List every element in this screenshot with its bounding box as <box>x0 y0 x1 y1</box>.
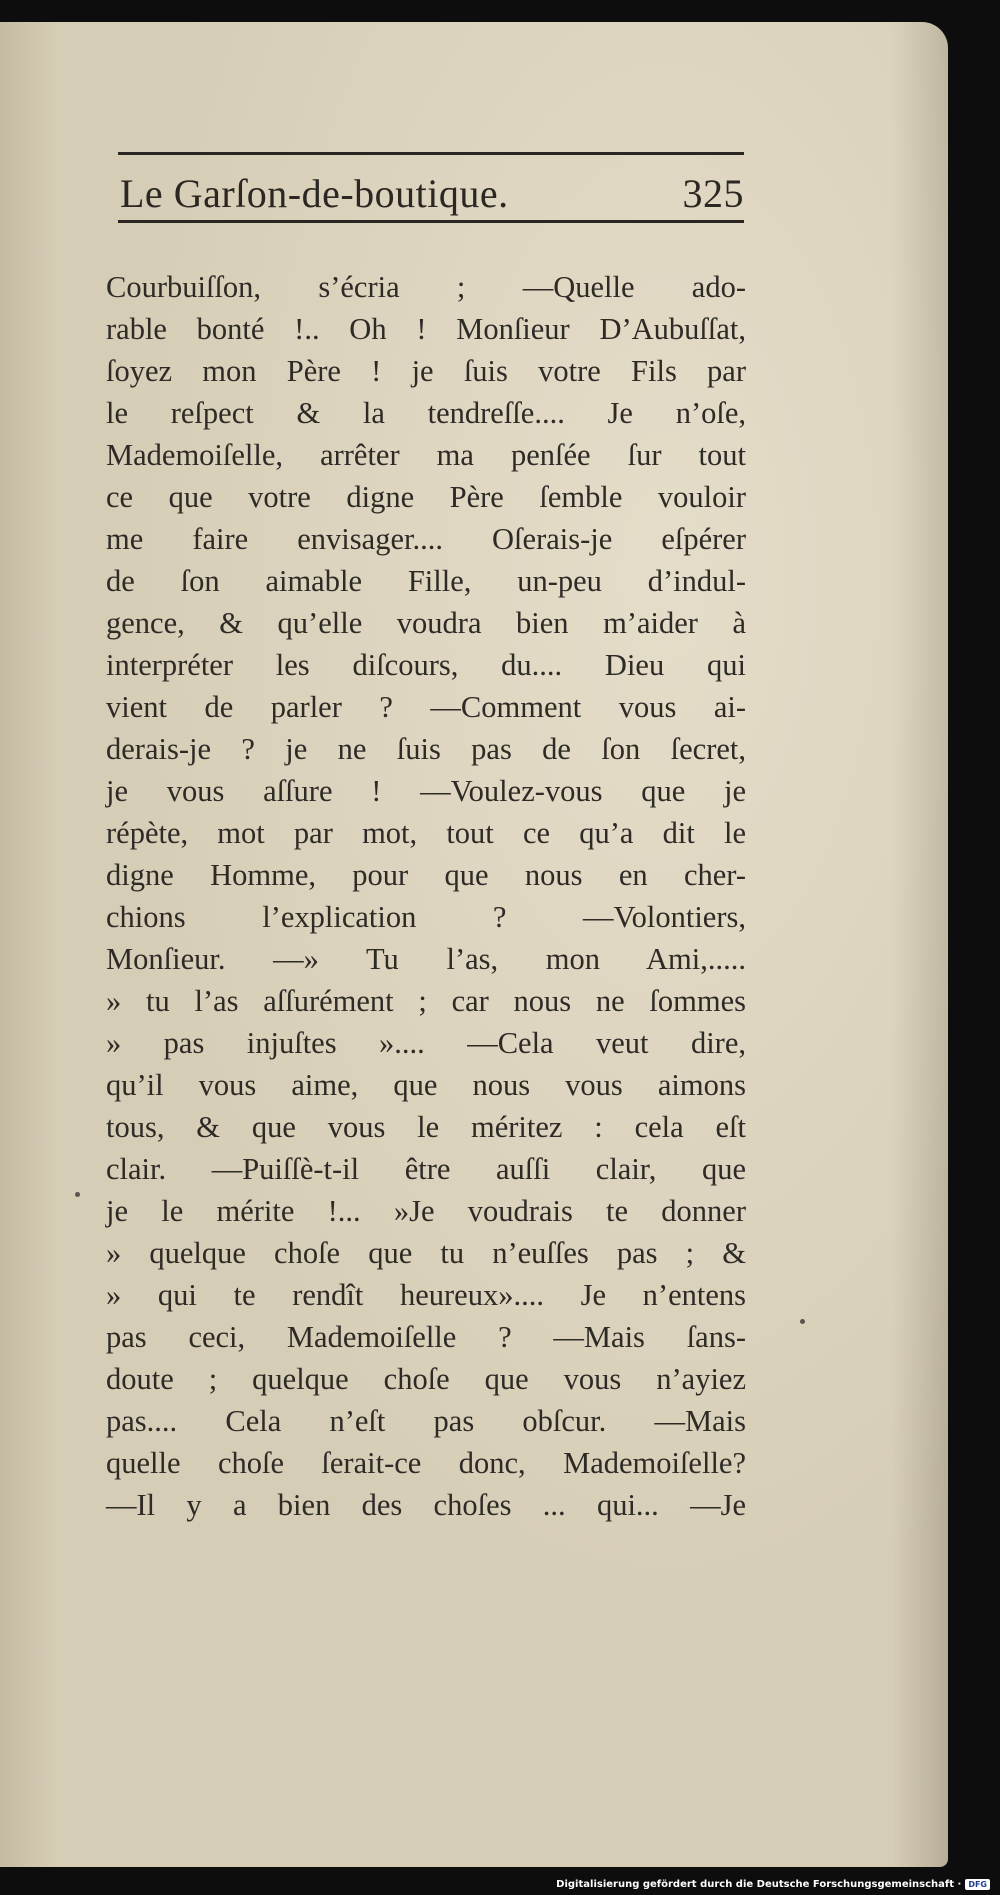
text-line: Mademoiſelle, arrêter ma penſée ſur tout <box>106 438 746 472</box>
text-line: derais-je ? je ne ſuis pas de ſon ſecret, <box>106 732 746 766</box>
text-line: qu’il vous aime, que nous vous aimons <box>106 1068 746 1102</box>
footer-bar <box>0 1867 1000 1895</box>
text-line: interpréter les diſcours, du.... Dieu qui <box>106 648 746 682</box>
text-line: doute ; quelque choſe que vous n’ayiez <box>106 1362 746 1396</box>
text-line: » qui te rendît heureux».... Je n’entens <box>106 1278 746 1312</box>
text-line: clair. —Puiſſè-t-il être auſſi clair, que <box>106 1152 746 1186</box>
digitization-credit <box>556 1879 990 1890</box>
header-rule-bottom <box>118 220 744 223</box>
credit-text: Digitalisierung gefördert durch die Deutsche Forschungsgemeinschaft · <box>556 1879 962 1890</box>
paper-speck <box>800 1319 805 1324</box>
text-line: le reſpect & la tendreſſe.... Je n’oſe, <box>106 396 746 430</box>
running-title: Le Garſon-de-boutique. <box>120 171 509 216</box>
book-page <box>0 22 948 1867</box>
text-line: chions l’explication ? —Volontiers, <box>106 900 746 934</box>
text-line: gence, & qu’elle voudra bien m’aider à <box>106 606 746 640</box>
text-line: quelle choſe ſerait-ce donc, Mademoiſelle? <box>106 1446 746 1480</box>
text-line: —Il y a bien des choſes ... qui... —Je <box>106 1488 746 1522</box>
running-header <box>120 170 744 214</box>
text-line: de ſon aimable Fille, un-peu d’indul- <box>106 564 746 598</box>
header-rule-top <box>118 152 744 155</box>
text-line: répète, mot par mot, tout ce qu’a dit le <box>106 816 746 850</box>
text-line: » tu l’as aſſurément ; car nous ne ſommes <box>106 984 746 1018</box>
text-line: vient de parler ? —Comment vous ai- <box>106 690 746 724</box>
text-line: tous, & que vous le méritez : cela eſt <box>106 1110 746 1144</box>
text-line: Courbuiſſon, s’écria ; —Quelle ado- <box>106 270 746 304</box>
text-line: ſoyez mon Père ! je ſuis votre Fils par <box>106 354 746 388</box>
text-line: ce que votre digne Père ſemble vouloir <box>106 480 746 514</box>
text-line: je vous aſſure ! —Voulez-vous que je <box>106 774 746 808</box>
text-line: » pas injuſtes ».... —Cela veut dire, <box>106 1026 746 1060</box>
text-line: digne Homme, pour que nous en cher- <box>106 858 746 892</box>
body-text <box>106 266 746 1526</box>
text-line: je le mérite !... »Je voudrais te donner <box>106 1194 746 1228</box>
text-line: rable bonté !.. Oh ! Monſieur D’Aubuſſat, <box>106 312 746 346</box>
text-line: me faire envisager.... Oſerais-je eſpérer <box>106 522 746 556</box>
text-line: pas.... Cela n’eſt pas obſcur. —Mais <box>106 1404 746 1438</box>
text-line: pas ceci, Mademoiſelle ? —Mais ſans- <box>106 1320 746 1354</box>
text-line: Monſieur. —» Tu l’as, mon Ami,..... <box>106 942 746 976</box>
dfg-logo: DFG <box>965 1879 990 1890</box>
paper-speck <box>75 1192 80 1197</box>
page-number: 325 <box>682 171 744 216</box>
text-line: » quelque choſe que tu n’euſſes pas ; & <box>106 1236 746 1270</box>
